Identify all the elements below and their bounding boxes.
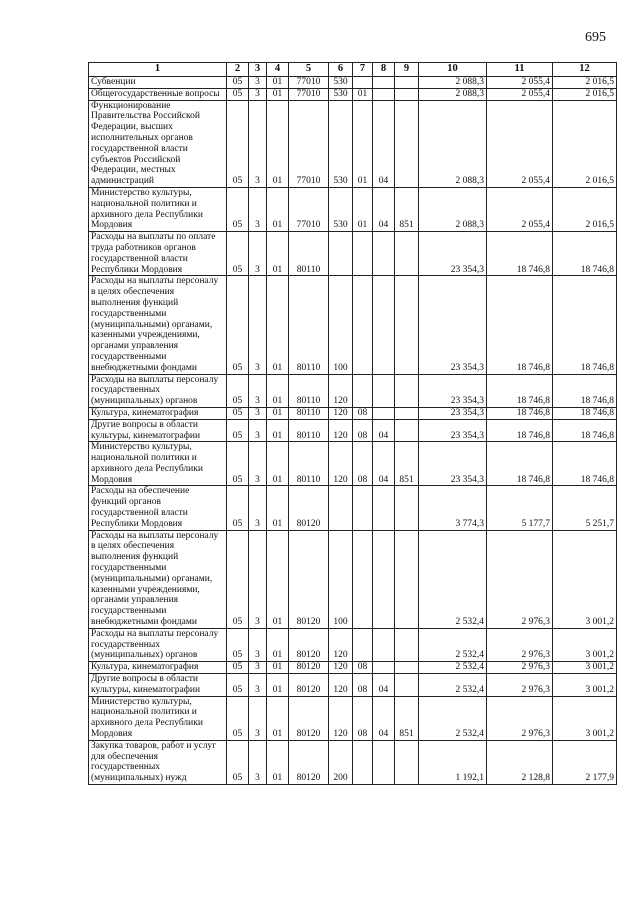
row-name-cell: Функционирование Правительства Российской Федерации, высших исполнительных органов государственной власти субъектов Российской Федерации, местных администраций: [89, 100, 227, 187]
code-cell: 08: [353, 442, 373, 486]
code-cell: 01: [353, 88, 373, 100]
code-cell: 3: [249, 187, 267, 231]
amount-cell: 2 055,4: [487, 88, 553, 100]
code-cell: [353, 276, 373, 374]
table-row: [89, 419, 617, 442]
code-cell: 3: [249, 407, 267, 419]
table-row: [89, 276, 617, 374]
row-name-cell: Министерство культуры, национальной политики и архивного дела Республики Мордовия: [89, 187, 227, 231]
row-name-cell: Расходы на выплаты персоналу государственных (муниципальных) органов: [89, 628, 227, 661]
amount-cell: 23 354,3: [419, 442, 487, 486]
code-cell: [353, 374, 373, 407]
table-row: [89, 442, 617, 486]
amount-cell: 18 746,8: [487, 232, 553, 276]
code-cell: 77010: [289, 88, 329, 100]
code-cell: 80120: [289, 696, 329, 740]
code-cell: [395, 276, 419, 374]
code-cell: 80110: [289, 374, 329, 407]
amount-cell: 18 746,8: [553, 232, 617, 276]
code-cell: 530: [329, 88, 353, 100]
row-name-cell: Другие вопросы в области культуры, кинематографии: [89, 674, 227, 697]
code-cell: 80110: [289, 276, 329, 374]
code-cell: [353, 530, 373, 628]
code-cell: 3: [249, 696, 267, 740]
amount-cell: 2 976,3: [487, 674, 553, 697]
code-cell: 05: [227, 486, 249, 530]
code-cell: 05: [227, 88, 249, 100]
code-cell: 3: [249, 442, 267, 486]
column-header: 7: [353, 63, 373, 77]
amount-cell: 18 746,8: [487, 374, 553, 407]
code-cell: 120: [329, 374, 353, 407]
amount-cell: 23 354,3: [419, 419, 487, 442]
code-cell: [353, 77, 373, 89]
amount-cell: 18 746,8: [487, 442, 553, 486]
code-cell: 530: [329, 77, 353, 89]
code-cell: 01: [267, 628, 289, 661]
code-cell: 80110: [289, 442, 329, 486]
amount-cell: 2 976,3: [487, 662, 553, 674]
amount-cell: 5 177,7: [487, 486, 553, 530]
amount-cell: 2 016,5: [553, 100, 617, 187]
code-cell: [395, 374, 419, 407]
code-cell: 80120: [289, 530, 329, 628]
table-row: [89, 674, 617, 697]
code-cell: [373, 232, 395, 276]
budget-table: [88, 62, 617, 785]
amount-cell: 2 055,4: [487, 187, 553, 231]
code-cell: [373, 530, 395, 628]
table-row: [89, 77, 617, 89]
column-header: 3: [249, 63, 267, 77]
code-cell: 01: [353, 100, 373, 187]
amount-cell: 18 746,8: [553, 276, 617, 374]
code-cell: 851: [395, 187, 419, 231]
column-header: 5: [289, 63, 329, 77]
amount-cell: 2 532,4: [419, 696, 487, 740]
table-row: [89, 740, 617, 784]
code-cell: 120: [329, 407, 353, 419]
amount-cell: 2 976,3: [487, 530, 553, 628]
amount-cell: 18 746,8: [553, 419, 617, 442]
code-cell: 05: [227, 419, 249, 442]
amount-cell: 23 354,3: [419, 374, 487, 407]
column-header: 4: [267, 63, 289, 77]
amount-cell: 2 088,3: [419, 100, 487, 187]
code-cell: 530: [329, 100, 353, 187]
code-cell: [373, 662, 395, 674]
code-cell: 04: [373, 674, 395, 697]
table-row: [89, 232, 617, 276]
code-cell: 01: [267, 187, 289, 231]
code-cell: 120: [329, 696, 353, 740]
code-cell: 01: [267, 530, 289, 628]
column-header: 1: [89, 63, 227, 77]
code-cell: 3: [249, 100, 267, 187]
code-cell: 08: [353, 419, 373, 442]
amount-cell: 18 746,8: [553, 442, 617, 486]
table-row: [89, 530, 617, 628]
code-cell: [373, 88, 395, 100]
code-cell: [395, 486, 419, 530]
amount-cell: 18 746,8: [487, 276, 553, 374]
row-name-cell: Общегосударственные вопросы: [89, 88, 227, 100]
code-cell: 3: [249, 662, 267, 674]
code-cell: 3: [249, 486, 267, 530]
code-cell: 120: [329, 442, 353, 486]
column-header: 10: [419, 63, 487, 77]
code-cell: [329, 486, 353, 530]
amount-cell: 3 001,2: [553, 530, 617, 628]
row-name-cell: Культура, кинематография: [89, 407, 227, 419]
amount-cell: 2 055,4: [487, 100, 553, 187]
code-cell: [373, 628, 395, 661]
code-cell: 01: [267, 419, 289, 442]
row-name-cell: Расходы на выплаты персоналу в целях обеспечения выполнения функций государственными (муниципальными) органами, казенными учреждениями, органами управления государственными внебюджетными фондами: [89, 530, 227, 628]
amount-cell: 2 016,5: [553, 187, 617, 231]
amount-cell: 5 251,7: [553, 486, 617, 530]
row-name-cell: Другие вопросы в области культуры, кинематографии: [89, 419, 227, 442]
code-cell: 01: [267, 88, 289, 100]
table-row: [89, 696, 617, 740]
code-cell: 120: [329, 674, 353, 697]
amount-cell: 3 001,2: [553, 662, 617, 674]
code-cell: 05: [227, 374, 249, 407]
code-cell: 04: [373, 187, 395, 231]
amount-cell: 23 354,3: [419, 276, 487, 374]
code-cell: 05: [227, 407, 249, 419]
amount-cell: 23 354,3: [419, 407, 487, 419]
code-cell: 120: [329, 628, 353, 661]
code-cell: [373, 276, 395, 374]
code-cell: 3: [249, 419, 267, 442]
code-cell: 3: [249, 374, 267, 407]
amount-cell: 2 016,5: [553, 88, 617, 100]
amount-cell: 2 016,5: [553, 77, 617, 89]
row-name-cell: Расходы на выплаты по оплате труда работников органов государственной власти Республики Мордовия: [89, 232, 227, 276]
code-cell: 04: [373, 696, 395, 740]
code-cell: [395, 232, 419, 276]
code-cell: [395, 419, 419, 442]
amount-cell: 2 532,4: [419, 628, 487, 661]
amount-cell: 2 976,3: [487, 696, 553, 740]
code-cell: 04: [373, 100, 395, 187]
code-cell: 04: [373, 419, 395, 442]
code-cell: 08: [353, 662, 373, 674]
amount-cell: 2 532,4: [419, 662, 487, 674]
code-cell: [395, 407, 419, 419]
amount-cell: 2 088,3: [419, 77, 487, 89]
column-header: 2: [227, 63, 249, 77]
code-cell: 05: [227, 530, 249, 628]
amount-cell: 2 976,3: [487, 628, 553, 661]
column-header: 8: [373, 63, 395, 77]
row-name-cell: Закупка товаров, работ и услуг для обеспечения государственных (муниципальных) нужд: [89, 740, 227, 784]
code-cell: 05: [227, 187, 249, 231]
code-cell: 01: [353, 187, 373, 231]
code-cell: 3: [249, 276, 267, 374]
code-cell: 80120: [289, 662, 329, 674]
code-cell: 3: [249, 88, 267, 100]
code-cell: [353, 740, 373, 784]
code-cell: [395, 740, 419, 784]
code-cell: 80120: [289, 486, 329, 530]
page-number: 695: [585, 30, 606, 45]
code-cell: [395, 100, 419, 187]
table-row: [89, 374, 617, 407]
code-cell: [373, 374, 395, 407]
code-cell: 851: [395, 442, 419, 486]
row-name-cell: Культура, кинематография: [89, 662, 227, 674]
code-cell: 01: [267, 486, 289, 530]
column-header: 9: [395, 63, 419, 77]
code-cell: 05: [227, 674, 249, 697]
table-row: [89, 486, 617, 530]
row-name-cell: Расходы на выплаты персоналу государственных (муниципальных) органов: [89, 374, 227, 407]
code-cell: 200: [329, 740, 353, 784]
amount-cell: 2 088,3: [419, 88, 487, 100]
code-cell: 01: [267, 276, 289, 374]
amount-cell: 18 746,8: [553, 407, 617, 419]
code-cell: 851: [395, 696, 419, 740]
code-cell: 08: [353, 696, 373, 740]
code-cell: 77010: [289, 100, 329, 187]
row-name-cell: Министерство культуры, национальной политики и архивного дела Республики Мордовия: [89, 442, 227, 486]
amount-cell: 1 192,1: [419, 740, 487, 784]
table-row: [89, 100, 617, 187]
code-cell: 01: [267, 374, 289, 407]
code-cell: 80110: [289, 232, 329, 276]
code-cell: [395, 77, 419, 89]
code-cell: 3: [249, 77, 267, 89]
amount-cell: 18 746,8: [553, 374, 617, 407]
column-header: 6: [329, 63, 353, 77]
code-cell: 01: [267, 696, 289, 740]
code-cell: 80120: [289, 740, 329, 784]
code-cell: 77010: [289, 77, 329, 89]
code-cell: 3: [249, 740, 267, 784]
code-cell: 01: [267, 740, 289, 784]
code-cell: 08: [353, 674, 373, 697]
code-cell: [395, 88, 419, 100]
code-cell: [395, 628, 419, 661]
code-cell: [373, 77, 395, 89]
code-cell: 05: [227, 696, 249, 740]
amount-cell: 18 746,8: [487, 407, 553, 419]
code-cell: 80110: [289, 407, 329, 419]
code-cell: 120: [329, 662, 353, 674]
code-cell: 01: [267, 662, 289, 674]
code-cell: 80110: [289, 419, 329, 442]
row-name-cell: Министерство культуры, национальной политики и архивного дела Республики Мордовия: [89, 696, 227, 740]
code-cell: 01: [267, 100, 289, 187]
code-cell: 3: [249, 530, 267, 628]
code-cell: 05: [227, 77, 249, 89]
table-row: [89, 662, 617, 674]
code-cell: [373, 407, 395, 419]
code-cell: [353, 628, 373, 661]
code-cell: [353, 486, 373, 530]
code-cell: 80120: [289, 674, 329, 697]
code-cell: 01: [267, 674, 289, 697]
code-cell: 05: [227, 662, 249, 674]
code-cell: [373, 740, 395, 784]
code-cell: [395, 674, 419, 697]
amount-cell: 3 001,2: [553, 674, 617, 697]
code-cell: 01: [267, 407, 289, 419]
code-cell: 01: [267, 442, 289, 486]
code-cell: 120: [329, 419, 353, 442]
code-cell: 05: [227, 740, 249, 784]
code-cell: 100: [329, 276, 353, 374]
code-cell: 08: [353, 407, 373, 419]
amount-cell: 2 055,4: [487, 77, 553, 89]
code-cell: 80120: [289, 628, 329, 661]
code-cell: 530: [329, 187, 353, 231]
table-row: [89, 407, 617, 419]
amount-cell: 2 128,8: [487, 740, 553, 784]
code-cell: 05: [227, 628, 249, 661]
amount-cell: 2 532,4: [419, 674, 487, 697]
code-cell: [353, 232, 373, 276]
column-header: 12: [553, 63, 617, 77]
row-name-cell: Расходы на выплаты персоналу в целях обеспечения выполнения функций государственными (муниципальными) органами, казенными учреждениями, органами управления государственными внебюджетными фондами: [89, 276, 227, 374]
table-header-row: [89, 63, 617, 77]
amount-cell: 2 177,9: [553, 740, 617, 784]
amount-cell: 18 746,8: [487, 419, 553, 442]
code-cell: 05: [227, 100, 249, 187]
code-cell: 3: [249, 232, 267, 276]
code-cell: 100: [329, 530, 353, 628]
code-cell: 01: [267, 232, 289, 276]
table-row: [89, 628, 617, 661]
amount-cell: 23 354,3: [419, 232, 487, 276]
code-cell: 77010: [289, 187, 329, 231]
code-cell: 05: [227, 442, 249, 486]
code-cell: 3: [249, 674, 267, 697]
table-row: [89, 187, 617, 231]
code-cell: 05: [227, 276, 249, 374]
amount-cell: 3 001,2: [553, 628, 617, 661]
amount-cell: 2 088,3: [419, 187, 487, 231]
code-cell: [329, 232, 353, 276]
amount-cell: 3 001,2: [553, 696, 617, 740]
code-cell: [395, 530, 419, 628]
code-cell: 3: [249, 628, 267, 661]
row-name-cell: Расходы на обеспечение функций органов государственной власти Республики Мордовия: [89, 486, 227, 530]
code-cell: 01: [267, 77, 289, 89]
table-row: [89, 88, 617, 100]
code-cell: [395, 662, 419, 674]
amount-cell: 3 774,3: [419, 486, 487, 530]
amount-cell: 2 532,4: [419, 530, 487, 628]
row-name-cell: Субвенции: [89, 77, 227, 89]
code-cell: 04: [373, 442, 395, 486]
code-cell: [373, 486, 395, 530]
column-header: 11: [487, 63, 553, 77]
code-cell: 05: [227, 232, 249, 276]
